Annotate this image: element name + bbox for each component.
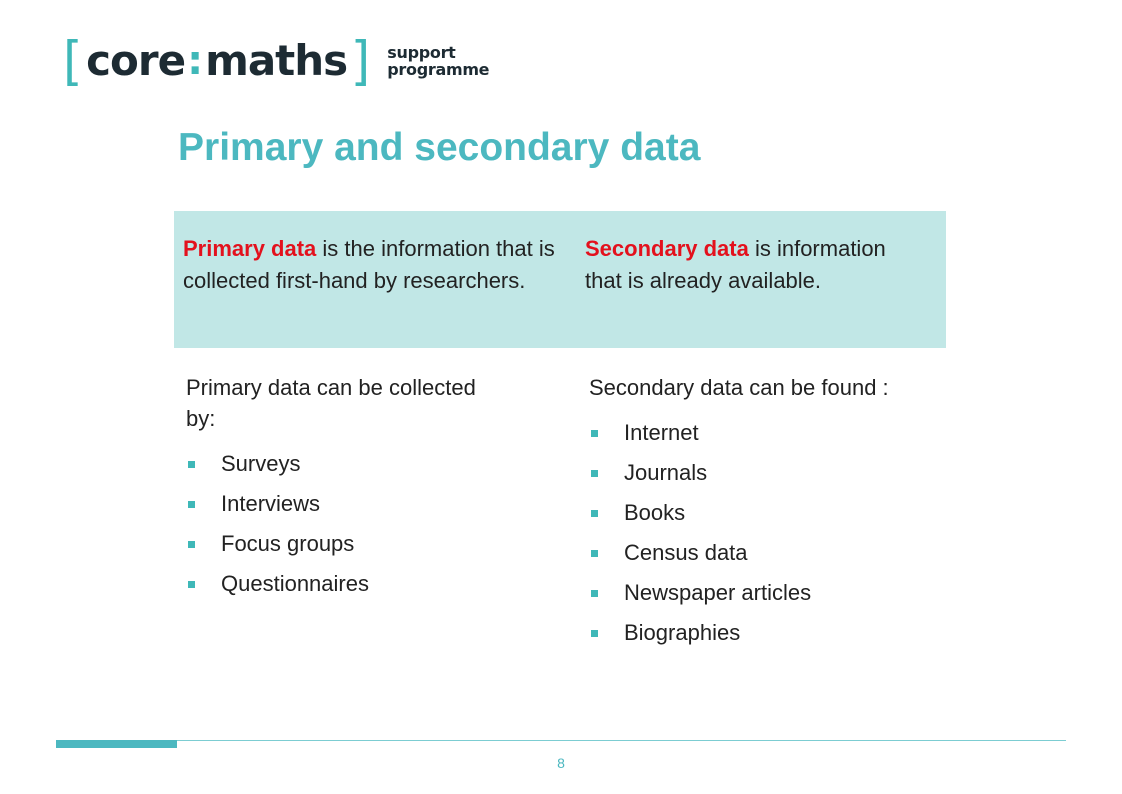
secondary-definition-text: is information that is already available. [585,236,886,293]
list-item-label: Surveys [221,451,301,476]
core-maths-logo [56,30,490,92]
list-item [589,613,909,653]
logo-subtitle-line2: programme [387,60,490,79]
secondary-definition [585,233,925,297]
square-bullet-icon [591,550,598,557]
logo-close-bracket: ] [347,30,378,92]
list-item [186,444,486,484]
list-item [589,453,909,493]
secondary-list [589,413,909,653]
square-bullet-icon [188,501,195,508]
square-bullet-icon [188,541,195,548]
primary-definition-text: is the information that is collected first-hand by researchers. [183,236,555,293]
page-number: 8 [557,755,565,771]
primary-column [186,372,486,604]
list-item-label: Internet [624,420,699,445]
logo-colon: : [187,38,204,84]
list-item [186,564,486,604]
primary-intro: Primary data can be collected by: [186,375,476,431]
slide-title: Primary and secondary data [178,126,701,169]
list-item [589,533,909,573]
list-item-label: Census data [624,540,748,565]
list-item [589,573,909,613]
square-bullet-icon [591,590,598,597]
list-item-label: Books [624,500,686,525]
primary-definition [183,233,563,297]
list-item [186,524,486,564]
primary-list [186,444,486,604]
list-item [589,493,909,533]
list-item-label: Focus groups [221,531,355,556]
list-item [186,484,486,524]
logo-subtitle [387,44,489,78]
secondary-intro: Secondary data can be found : [589,375,889,400]
square-bullet-icon [591,510,598,517]
secondary-column [589,372,909,653]
square-bullet-icon [591,630,598,637]
list-item-label: Questionnaires [221,571,369,596]
footer-accent-bar [56,740,177,748]
list-item-label: Journals [624,460,708,485]
logo-open-bracket: [ [56,30,87,92]
square-bullet-icon [188,461,195,468]
primary-term: Primary data [183,236,317,261]
footer-divider [177,740,1066,741]
logo-subtitle-line1: support [387,43,456,62]
square-bullet-icon [188,581,195,588]
list-item-label: Interviews [221,491,321,516]
definition-band [174,211,946,348]
secondary-term: Secondary data [585,236,749,261]
square-bullet-icon [591,430,598,437]
square-bullet-icon [591,470,598,477]
logo-word-maths: maths [205,36,348,85]
list-item-label: Biographies [624,620,741,645]
list-item-label: Newspaper articles [624,580,812,605]
list-item [589,413,909,453]
logo-word-core: core [86,36,186,85]
